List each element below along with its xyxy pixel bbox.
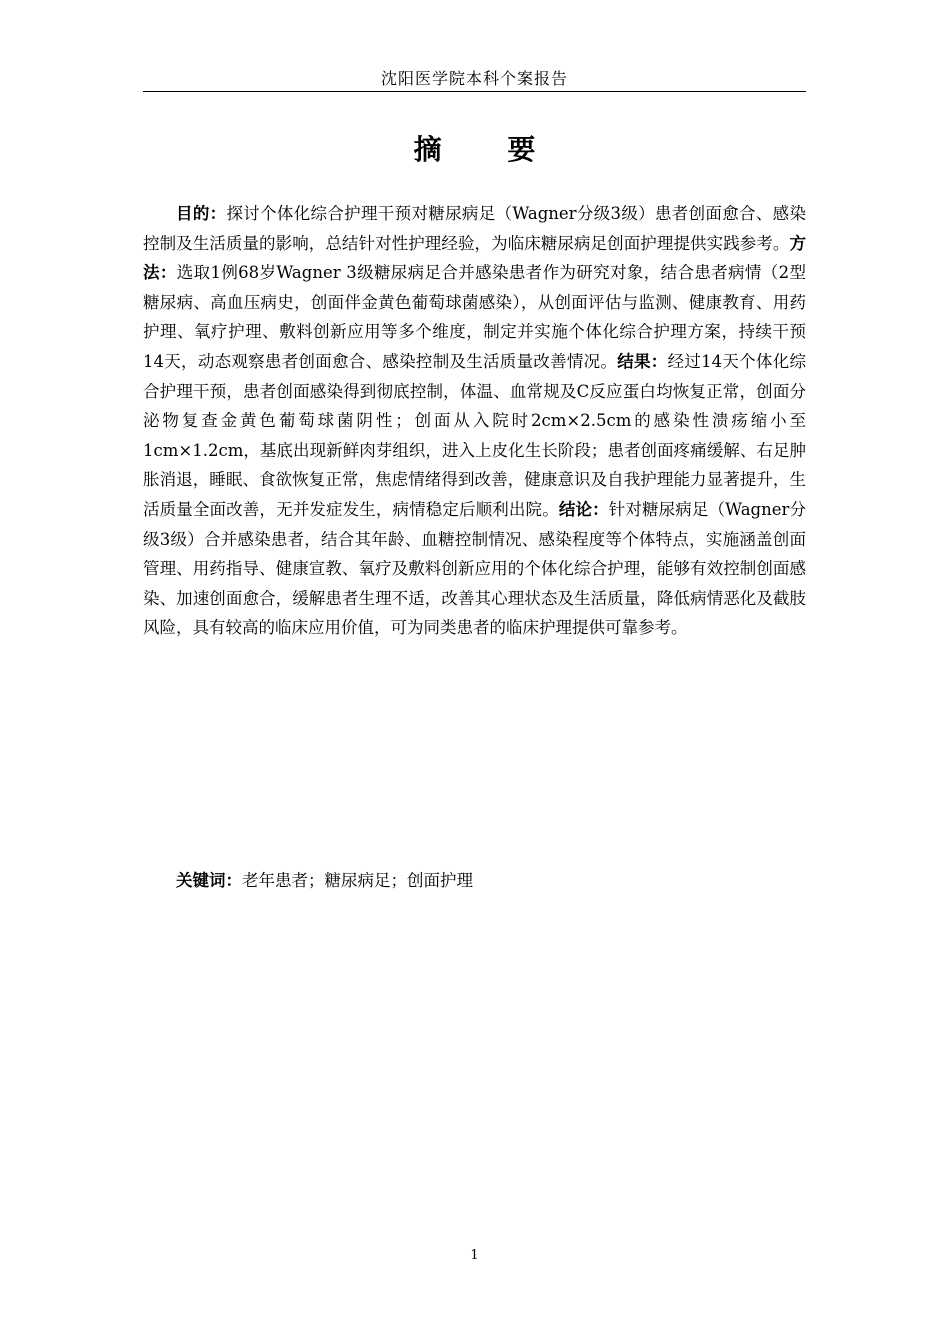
keywords-line	[143, 866, 806, 896]
page-title: 摘 要	[413, 133, 564, 166]
methods-label: 方法：	[143, 233, 806, 283]
conclusion-label: 结论：	[558, 499, 609, 519]
running-header: 沈阳医学院本科个案报告	[380, 69, 568, 88]
keywords-label: 关键词：	[176, 871, 242, 890]
objective-text: 探讨个体化综合护理干预对糖尿病足（Wagner分级3级）患者创面愈合、感染控制及生活质量的影响，总结针对性护理经验，为临床糖尿病足创面护理提供实践参考。	[143, 204, 806, 253]
results-label: 结果：	[617, 351, 668, 371]
methods-text: 选取1例68岁Wagner 3级糖尿病足合并感染患者作为研究对象，结合患者病情（2型糖尿病、高血压病史，创面伴金黄色葡萄球菌感染），从创面评估与监测、健康教育、用药护理、氧疗护理、敷料创新应用等多个维度，制定并实施个体化综合护理方案，持续干预14天，动态观察患者创面愈合、感染控制及生活质量改善情况。	[143, 263, 807, 371]
results-text: 经过14天个体化综合护理干预，患者创面感染得到彻底控制，体温、血常规及C反应蛋白均恢复正常，创面分泌物复查金黄色葡萄球菌阴性；创面从入院时2cm×2.5cm的感染性溃疡缩小至1cm×1.2cm，基底出现新鲜肉芽组织，进入上皮化生长阶段；患者创面疼痛缓解、右足肿胀消退，睡眠、食欲恢复正常，焦虑情绪得到改善，健康意识及自我护理能力显著提升，生活质量全面改善，无并发症发生，病情稳定后顺利出院。	[143, 351, 807, 519]
page-number: 1	[470, 1248, 479, 1263]
abstract-paragraph	[143, 199, 806, 643]
objective-label: 目的：	[176, 204, 227, 223]
header-divider	[143, 91, 806, 92]
conclusion-text: 针对糖尿病足（Wagner分级3级）合并感染患者，结合其年龄、血糖控制情况、感染程度等个体特点，实施涵盖创面管理、用药指导、健康宣教、氧疗及敷料创新应用的个体化综合护理，能够有效控制创面感染、加速创面愈合，缓解患者生理不适，改善其心理状态及生活质量，降低病情恶化及截肢风险，具有较高的临床应用价值，可为同类患者的临床护理提供可靠参考。	[143, 499, 807, 638]
keywords-text: 老年患者；糖尿病足；创面护理	[242, 871, 473, 890]
